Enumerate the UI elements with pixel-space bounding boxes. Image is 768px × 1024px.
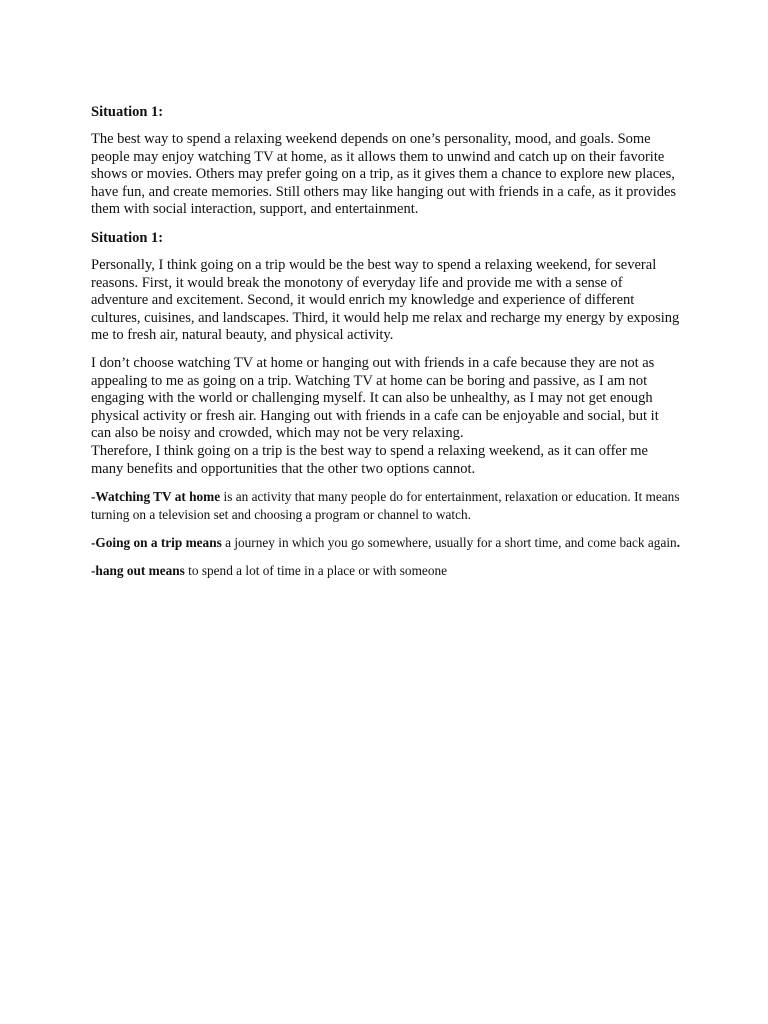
opinion-paragraph: Personally, I think going on a trip would be the best way to spend a relaxing weekend, for several reasons. First, it would break the monotony of everyday life and provide me with a sense of adventure and excitement. Second, it would enrich my knowledge and experience of different cultures, cuisines, and landscapes. Third, it would help me relax and recharge my energy by exposing me to fresh air, natural beauty, and physical activity. (91, 256, 680, 344)
definition-text: a journey in which you go somewhere, usually for a short time, and come back again (221, 535, 677, 551)
conclusion-paragraph: Therefore, I think going on a trip is the best way to spend a relaxing weekend, as it can offer me many benefits and opportunities that the other two options cannot. (91, 442, 648, 477)
definition-term: -Watching TV at home (91, 489, 221, 505)
definition-term: -hang out means (91, 563, 185, 579)
section-heading: Situation 1: (91, 104, 164, 120)
intro-paragraph: The best way to spend a relaxing weekend depends on one’s personality, mood, and goals. Some people may enjoy watching TV at home, as it allows them to unwind and catch up on their favorite shows or movies. Others may prefer going on a trip, as it gives them a chance to explore new places, have fun, and create memories. Still others may like hanging out with friends in a cafe, as it provides them with social interaction, support, and entertainment. (91, 131, 677, 218)
definition-text: is an activity that many people do for entertainment, relaxation or education. It means turning on a television set and choosing a program or channel to watch. (91, 489, 680, 523)
document-page (91, 103, 681, 590)
definition-hang-out (91, 562, 681, 580)
definition-term: -Going on a trip means (91, 535, 222, 551)
section-heading: Situation 1: (91, 229, 164, 246)
definition-trailing-period: . (676, 535, 681, 551)
definition-going-on-trip (91, 534, 681, 552)
definition-watching-tv (91, 488, 681, 524)
comparison-paragraph: I don’t choose watching TV at home or hanging out with friends in a cafe because they are not as appealing to me as going on a trip. Watching TV at home can be boring and passive, as I am not engaging with the world or challenging myself. It can also be unhealthy, as I may not get enough physical activity or fresh air. Hanging out with friends in a cafe can be enjoyable and social, but it can also be noisy and crowded, which may not be very relaxing. (91, 354, 659, 442)
definition-text: to spend a lot of time in a place or with someone (184, 563, 448, 579)
